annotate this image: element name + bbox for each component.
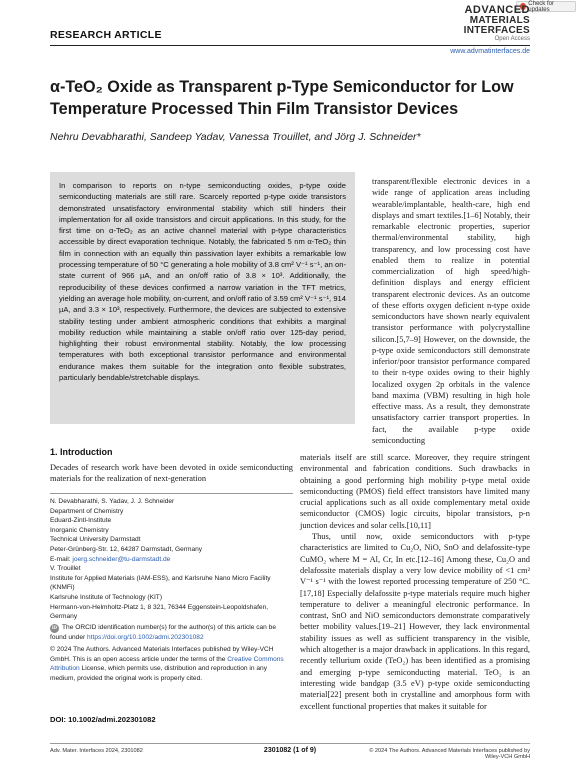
license-link[interactable]: Creative Commons Attribution [50, 655, 284, 673]
email-row [50, 555, 293, 565]
email-link[interactable]: joerg.schneider@tu-darmstadt.de [72, 555, 171, 563]
paragraph: materials itself are still scarce. Moreover, they require stringent environmental and fabrication conditions. Such drawbacks in obtaining a good performing high mobility p-type metal oxide semiconducting (PMOS) field effect transistors have limited many crucial applications such as all oxide complementary metal oxide semiconductor (CMOS) logic circuits, bipolar transistors, p-n junction devices and solar cells.[10,11] [300, 453, 530, 530]
orcid-text: The ORCID identification number(s) for the author(s) of this article can be found under [50, 624, 277, 641]
footer-rule [50, 743, 530, 744]
affil-1-line: Eduard-Zintl-Institute [50, 517, 112, 525]
header-rule [50, 45, 530, 46]
affil-2-names: V. Trouillet [50, 565, 81, 573]
body-text-right-bottom [300, 452, 530, 712]
section-label: RESEARCH ARTICLE [50, 29, 162, 41]
footer-citation: Adv. Mater. Interfaces 2024, 2301082 [50, 748, 143, 754]
paragraph: Thus, until now, oxide semiconductors with p-type characteristics are limited to Cu₂O, NiO, SnO and delafossite-type CuMO₂ where M = Al, Cr, In etc.[12–16] Among these, Cu₂O and delafossite materials display a very low device mobility of <1 cm² V⁻¹ s⁻¹ with the lowest reported processing temperature of 250 °C.[17,18] Especially delafossite p-type materials require much higher temperature to deliver a meaningful electronic performance. In contrast, SnO and NiO semiconductors demonstrate comparatively better mobility values.[19–21] However, they lack environmental stability issues as well as sufficient transparency in the visible, which altogether is a major drawback in applications. In this regard, recently tellurium oxide (TeO₂) has been identified as a promising and emerging p-type semiconducting material. TeO₂ is an interesting wide bandgap (3.5 eV) p-type oxide semiconducting material[22] present both in crystalline and amorphous form with excellent functional properties that makes it suitable for [300, 532, 530, 711]
footer-copyright: © 2024 The Authors. Advanced Materials Interfaces published by Wiley-VCH GmbH [369, 748, 530, 760]
license-text-1: © 2024 The Authors. Advanced Materials Interfaces published by Wiley-VCH GmbH. This is an open access article under the terms of the [50, 646, 274, 663]
affiliation-divider [50, 493, 293, 494]
logo-line2: MATERIALS [469, 15, 530, 26]
email-label: E-mail: [50, 555, 71, 563]
affil-1-names: N. Devabharathi, S. Yadav, J. J. Schneider [50, 498, 175, 505]
abstract-text: In comparison to reports on n-type semiconducting oxides, p-type oxide semiconducting materials are still rare. Scarcely reported p-type oxide transistors demonstrated unsatisfactory environmental stability which still hinders their implementation for all oxide transistors and circuit applications. In this study, for the first time on α-TeO₂ as an active channel material with p-type characteristics accessible by direct evaporation technique. Notably, the fabricated 5 nm α-TeO₂ thin film in connection with an equally thin passivation layer exhibits a remarkable low processing temperature of 50 °C generating a hole mobility of 3.8 cm² V⁻¹ s⁻¹, an on-state current of 966 µA, and an on/off ratio of 3.8 × 10³. Additionally, the reproducibility of these devices confirmed a narrow variation in the TFT metrics, yielding an average hole mobility, on-current, and on/off ratio of 3.59 cm² V⁻¹ s⁻¹, 914 µA, and 3.3 × 10³, respectively. Furthermore, the devices are subjected to extensive stability testing under ambient atmospheric conditions that exhibits a marginal mobility reduction while maintaining a stable on/off ratio over 125-day period, highlighting their robust environmental stability. Notably, the low processing temperatures with both exceptional transistor performance and environmental endurance makes them suitable for the integration onto flexible substrates, particularly bendable/stretchable displays. [59, 181, 346, 383]
orcid-link[interactable]: https://doi.org/10.1002/admi.202301082 [87, 633, 204, 641]
license-text-2: License, which permits use, distribution and reproduction in any medium, provided the original work is properly cited. [50, 665, 268, 682]
intro-text-left: Decades of research work have been devoted in oxide semiconducting materials for the realization of next-generation [50, 463, 293, 484]
author-list: Nehru Devabharathi, Sandeep Yadav, Vanessa Trouillet, and Jörg J. Schneider* [50, 131, 421, 143]
check-updates-label: Check for updates [528, 0, 554, 13]
affil-1-line: Inorganic Chemistry [50, 526, 109, 534]
affil-2-line: Hermann-von-Helmholtz-Platz 1, 8 321, 76344 Eggenstein-Leopoldshafen, Germany [50, 603, 269, 621]
affiliations-block [50, 497, 293, 622]
logo-line3: INTERFACES [463, 25, 530, 36]
doi: DOI: 10.1002/admi.202301082 [50, 715, 156, 724]
section-heading-introduction: 1. Introduction [50, 447, 113, 457]
orcid-note [50, 623, 293, 642]
orcid-icon: iD [52, 626, 57, 631]
license-note [50, 645, 293, 683]
affil-2-line: Institute for Applied Materials (IAM-ESS), and Karlsruhe Nano Micro Facility (KNMFi) [50, 574, 271, 592]
logo-line1: ADVANCED [464, 4, 530, 16]
journal-logo [440, 5, 530, 43]
body-text-right-top: transparent/flexible electronic devices in a wide range of application areas including wearable/implantable, health-care, high end displays and smart textiles.[1–6] Notably, their remarkable electronic properties, superior thermal/environmental stability, high transparency, and low processing cost have enabled them to realize in potential commercialization of high speed/high-definition displays and energy efficient transparent electronic devices. As an outcome of these efforts oxygen deficient n-type oxide semiconductors have shown nearly equivalent transistor performance with polycrystalline silicon.[5,7–9] However, on the downside, the p-type oxide semiconductors still demonstrate inferior/poor transistor performance compared to their n-type oxides owing to their highly localized oxygen 2p orbitals in the valence band maxima (VBM) resulting in high hole effective mass. As a result, they demonstrate unsatisfactory carrier transport properties. In fact, the available p-type oxide semiconducting [372, 177, 530, 445]
affil-1-line: Peter-Grünberg-Str. 12, 64287 Darmstadt, Germany [50, 545, 203, 553]
affil-2-line: Karlsruhe Institute of Technology (KIT) [50, 593, 163, 601]
abstract-box [50, 172, 355, 424]
journal-url-link[interactable]: www.advmatinterfaces.de [450, 48, 530, 55]
page-number: 2301082 (1 of 9) [263, 747, 317, 754]
logo-open-access: Open Access [494, 36, 530, 42]
affil-1-line: Department of Chemistry [50, 507, 124, 515]
affil-1-line: Technical University Darmstadt [50, 536, 141, 544]
article-title: α-TeO₂ Oxide as Transparent p-Type Semiconductor for Low Temperature Processed Thin Film Transistor Devices [50, 78, 514, 118]
